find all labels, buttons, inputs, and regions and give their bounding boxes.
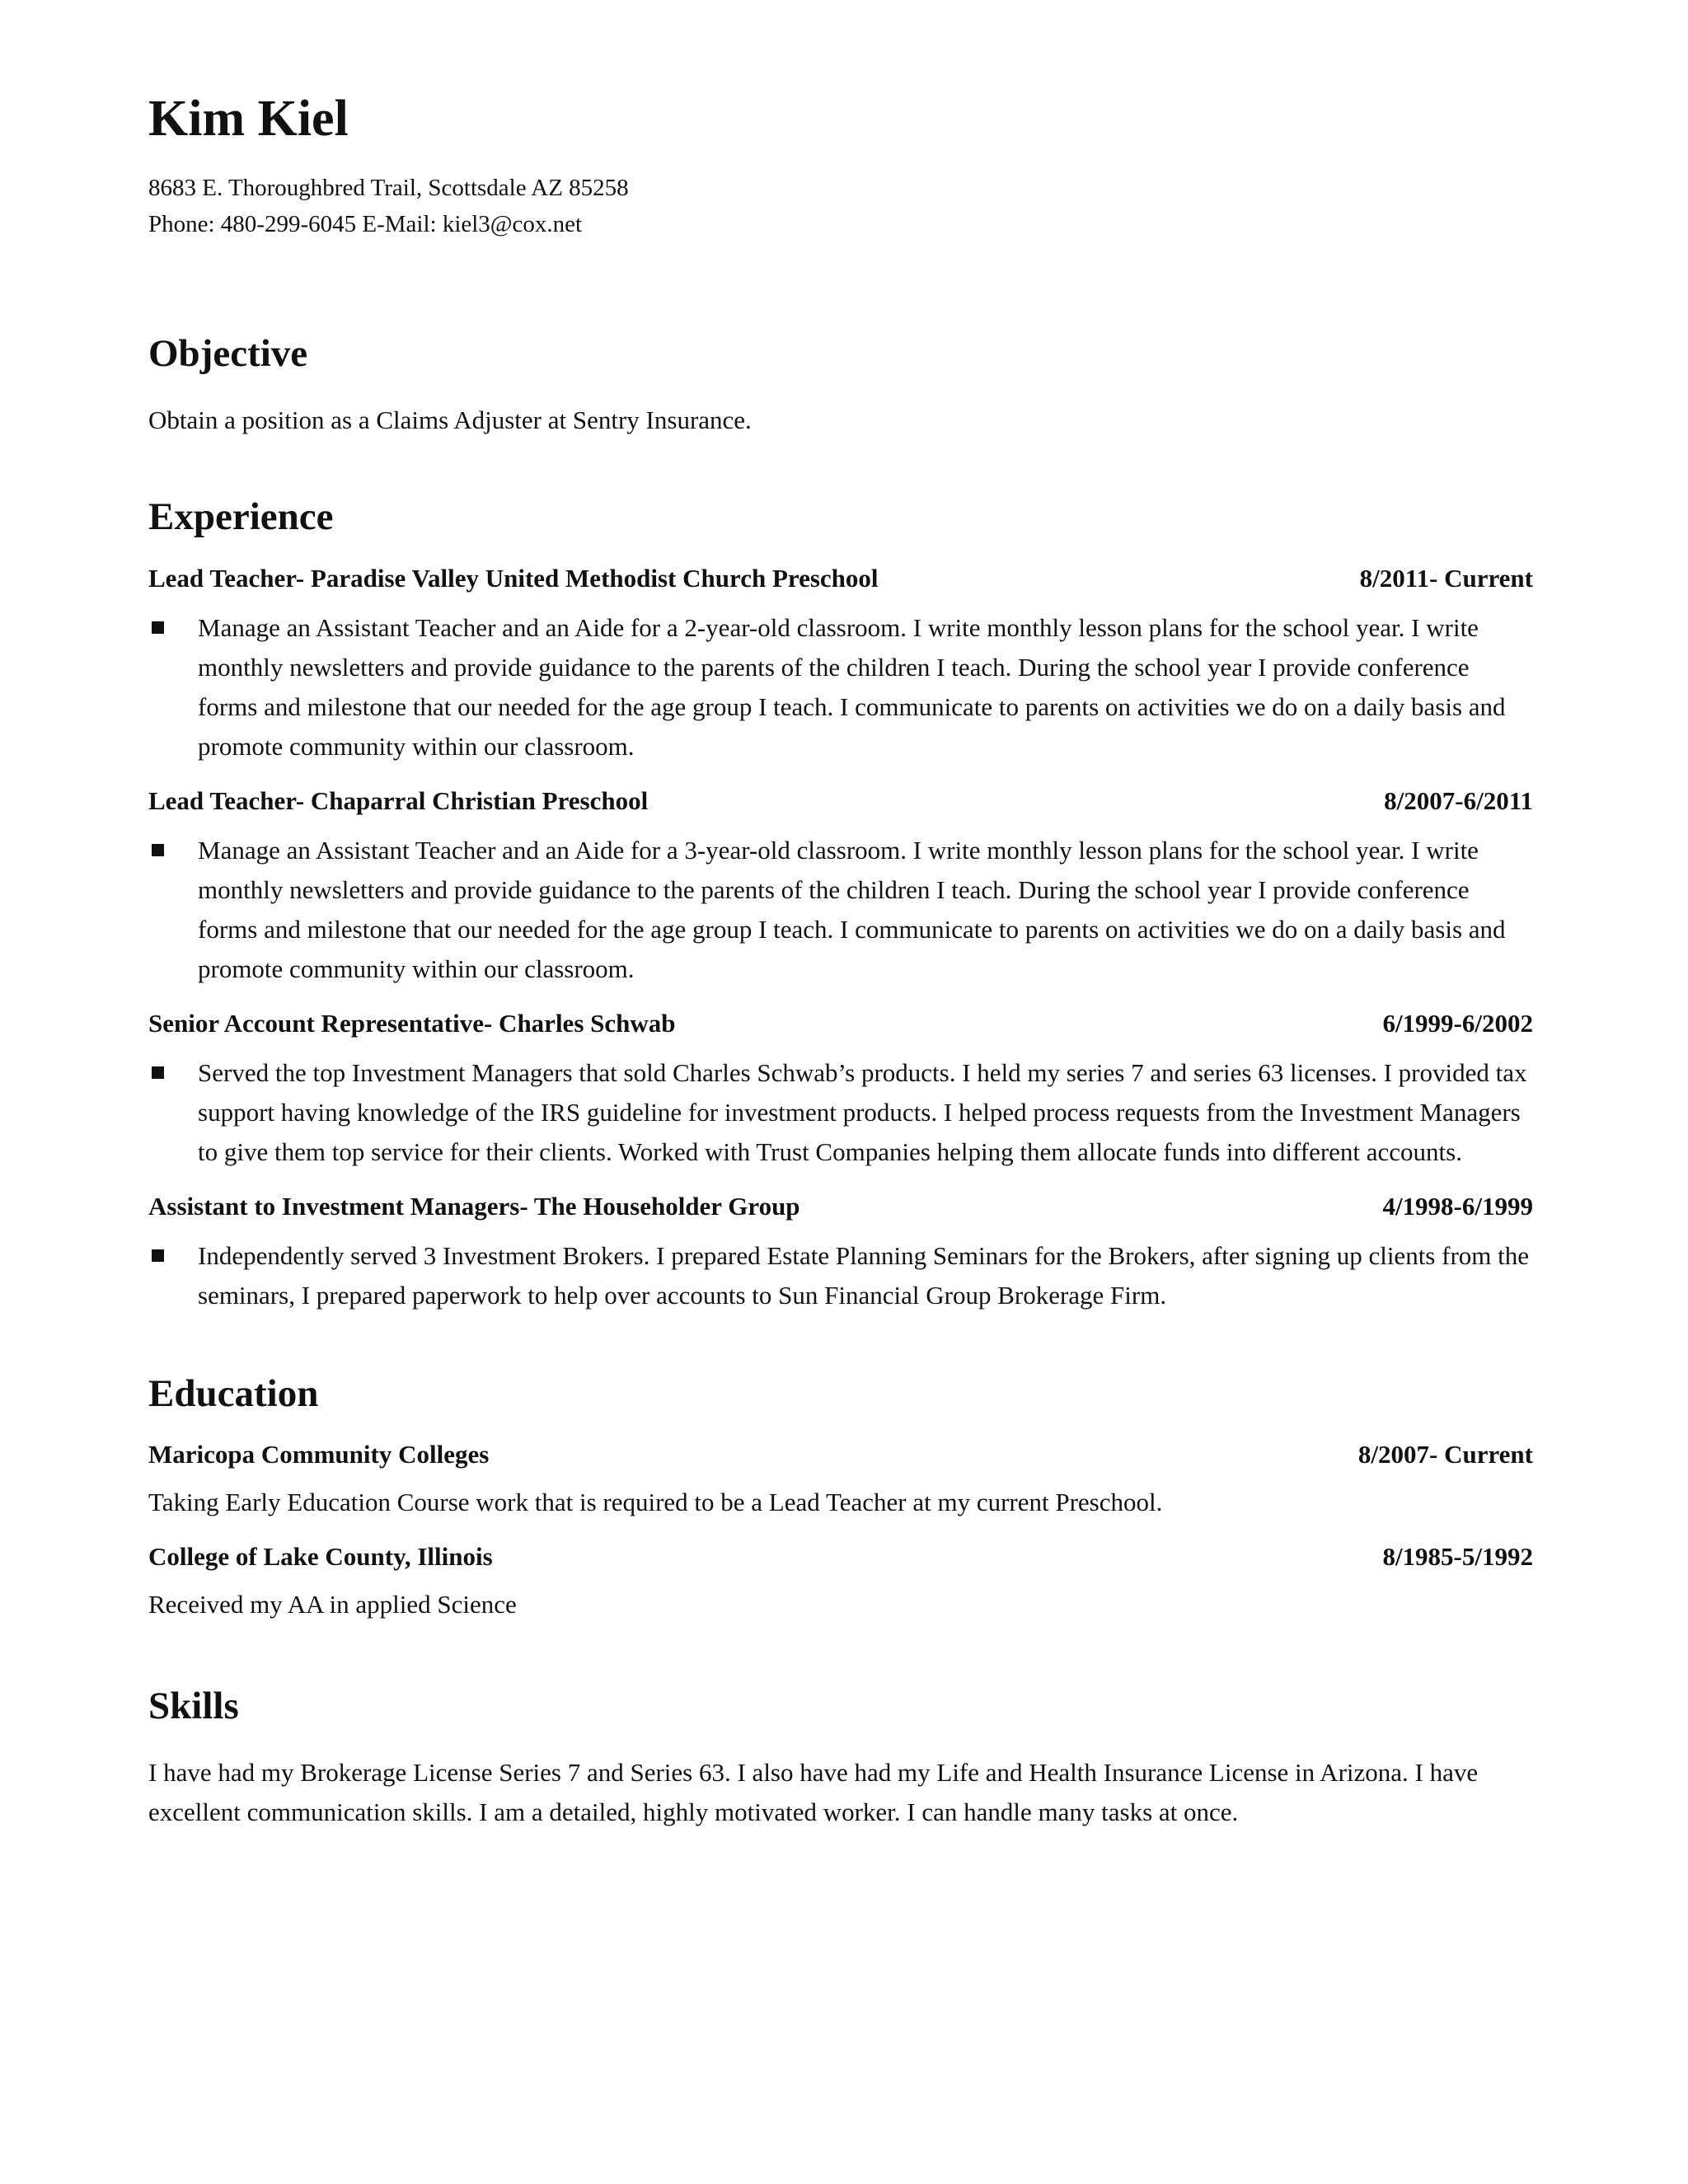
job-description bbox=[148, 1053, 1533, 1172]
job-description bbox=[148, 608, 1533, 766]
square-bullet-icon bbox=[152, 844, 164, 856]
objective-heading: Objective bbox=[148, 332, 308, 376]
contact-line: Phone: 480-299-6045 E-Mail: kiel3@cox.net bbox=[148, 211, 583, 238]
square-bullet-icon bbox=[152, 1249, 164, 1262]
job-title: Lead Teacher- Paradise Valley United Methodist Church Preschool bbox=[148, 563, 879, 593]
job-dates: 6/1999-6/2002 bbox=[1382, 1008, 1533, 1038]
school-name: Maricopa Community Colleges bbox=[148, 1440, 490, 1469]
job-description-text: Manage an Assistant Teacher and an Aide for a 3-year-old classroom. I write monthly lesson plans for the school year. I write monthly newsletters and provide guidance to the parents of the children I teach. During the school year I provide conference forms and milestone that our needed for the age group I teach. I communicate to parents on activities we do on a daily basis and promote community within our classroom. bbox=[198, 835, 1506, 983]
objective-text: Obtain a position as a Claims Adjuster at Sentry Insurance. bbox=[148, 405, 752, 434]
job-dates: 4/1998-6/1999 bbox=[1382, 1191, 1533, 1221]
job-title: Lead Teacher- Chaparral Christian Preschool bbox=[148, 785, 649, 815]
skills-heading: Skills bbox=[148, 1685, 239, 1728]
square-bullet-icon bbox=[152, 1066, 164, 1079]
job-title: Senior Account Representative- Charles Schwab bbox=[148, 1008, 676, 1038]
resume-page bbox=[148, 91, 1533, 1832]
experience-entry-header bbox=[148, 560, 1533, 597]
experience-entry-header bbox=[148, 1188, 1533, 1225]
education-entry-header bbox=[148, 1539, 1533, 1575]
job-title: Assistant to Investment Managers- The Householder Group bbox=[148, 1191, 800, 1221]
address-line: 8683 E. Thoroughbred Trail, Scottsdale AZ 85258 bbox=[148, 175, 629, 202]
job-dates: 8/2011- Current bbox=[1359, 563, 1533, 593]
job-dates: 8/2007-6/2011 bbox=[1384, 785, 1533, 815]
education-entry-header bbox=[148, 1436, 1533, 1473]
job-description-text: Manage an Assistant Teacher and an Aide for a 2-year-old classroom. I write monthly lesson plans for the school year. I write monthly newsletters and provide guidance to the parents of the children I teach. During the school year I provide conference forms and milestone that our needed for the age group I teach. I communicate to parents on activities we do on a daily basis and promote community within our classroom. bbox=[198, 612, 1506, 761]
education-description: Received my AA in applied Science bbox=[148, 1590, 517, 1619]
education-heading: Education bbox=[148, 1371, 319, 1415]
skills-text: I have had my Brokerage License Series 7 and Series 63. I also have had my Life and Health Insurance License in Arizona. I have excellent communication skills. I am a detailed, highly motivated worker. I can handle many tasks at once. bbox=[148, 1757, 1479, 1826]
school-dates: 8/2007- Current bbox=[1357, 1440, 1533, 1469]
job-description bbox=[148, 1236, 1533, 1315]
education-description: Taking Early Education Course work that is required to be a Lead Teacher at my current Preschool. bbox=[148, 1488, 1163, 1517]
job-description-text: Independently served 3 Investment Brokers. I prepared Estate Planning Seminars for the Brokers, after signing up clients from the seminars, I prepared paperwork to help over accounts to Sun Financial Group Brokerage Firm. bbox=[198, 1240, 1529, 1310]
experience-heading: Experience bbox=[148, 494, 334, 538]
school-dates: 8/1985-5/1992 bbox=[1382, 1542, 1533, 1572]
experience-entry-header bbox=[148, 1005, 1533, 1042]
experience-entry-header bbox=[148, 783, 1533, 819]
job-description bbox=[148, 831, 1533, 989]
school-name: College of Lake County, Illinois bbox=[148, 1542, 493, 1572]
applicant-name: Kim Kiel bbox=[148, 91, 349, 147]
job-description-text: Served the top Investment Managers that sold Charles Schwab’s products. I held my series 7 and series 63 licenses. I provided tax support having knowledge of the IRS guideline for investment products. I helped process requests from the Investment Managers to give them top service for their clients. Worked with Trust Companies helping them allocate funds into different accounts. bbox=[198, 1057, 1527, 1166]
square-bullet-icon bbox=[152, 621, 164, 634]
